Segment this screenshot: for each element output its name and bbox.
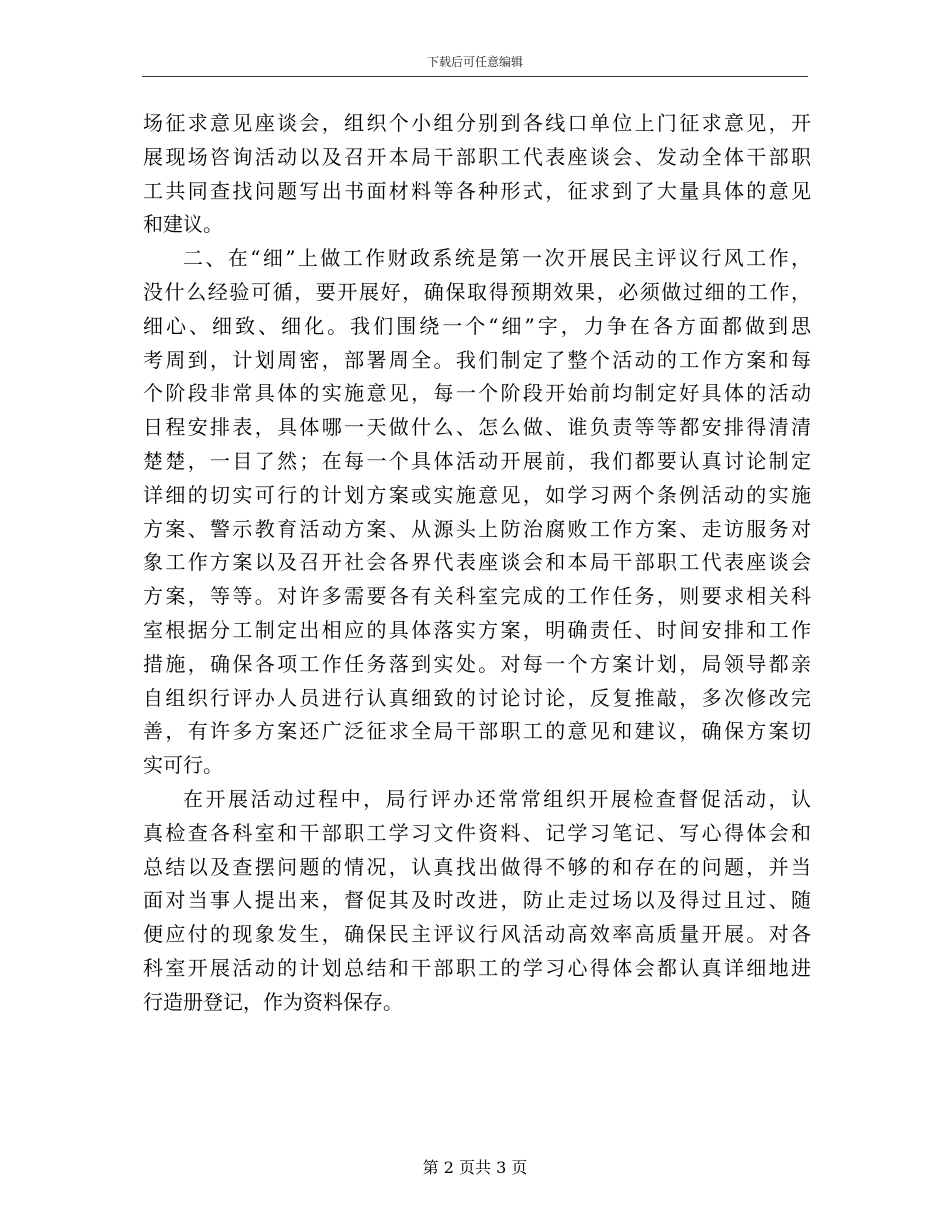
text-line: 自组织行评办人员进行认真细致的讨论讨论，反复推敲，多次修改完 <box>143 685 811 710</box>
text-line: 细心、细致、细化。我们围绕一个“细”字，力争在各方面都做到思 <box>143 313 811 338</box>
text-line: 科室开展活动的计划总结和干部职工的学习心得体会都认真详细地进 <box>143 955 811 980</box>
header-divider <box>142 76 808 77</box>
text-line: 场征求意见座谈会，组织个小组分别到各线口单位上门征求意见，开 <box>143 111 811 135</box>
text-line: 象工作方案以及召开社会各界代表座谈会和本局干部职工代表座谈会 <box>143 550 811 575</box>
text-line: 总结以及查摆问题的情况，认真找出做得不够的和存在的问题，并当 <box>143 854 811 879</box>
paragraph <box>143 107 811 242</box>
page-footer: 第 2 页共 3 页 <box>422 1158 528 1177</box>
text-line: 实可行。 <box>143 753 223 778</box>
text-line: 和建议。 <box>143 212 223 237</box>
text-line: 行造册登记，作为资料保存。 <box>143 989 403 1014</box>
text-line: 善，有许多方案还广泛征求全局干部职工的意见和建议，确保方案切 <box>143 719 811 744</box>
text-line: 室根据分工制定出相应的具体落实方案，明确责任、时间安排和工作 <box>143 617 811 642</box>
text-line: 个阶段非常具体的实施意见，每一个阶段开始前均制定好具体的活动 <box>143 381 811 406</box>
text-line: 考周到，计划周密，部署周全。我们制定了整个活动的工作方案和每 <box>143 347 811 372</box>
text-line: 二、在“细”上做工作财政系统是第一次开展民主评议行风工作， <box>183 246 811 271</box>
text-line: 楚楚，一目了然；在每一个具体活动开展前，我们都要认真讨论制定 <box>143 448 811 473</box>
text-line: 面对当事人提出来，督促其及时改进，防止走过场以及得过且过、随 <box>143 888 811 913</box>
text-line: 真检查各科室和干部职工学习文件资料、记学习笔记、写心得体会和 <box>143 820 811 845</box>
text-line: 在开展活动过程中，局行评办还常常组织开展检查督促活动，认 <box>183 786 811 811</box>
document-body <box>143 107 811 1020</box>
text-line: 展现场咨询活动以及召开本局干部职工代表座谈会、发动全体干部职 <box>143 144 811 169</box>
page-header: 下载后可任意编辑 <box>426 55 523 69</box>
text-line: 没什么经验可循，要开展好，确保取得预期效果，必须做过细的工作， <box>143 279 811 304</box>
text-line: 方案、警示教育活动方案、从源头上防治腐败工作方案、走访服务对 <box>143 516 811 541</box>
paragraph <box>143 783 811 1020</box>
text-line: 详细的切实可行的计划方案或实施意见，如学习两个条例活动的实施 <box>143 482 811 507</box>
text-line: 方案，等等。对许多需要各有关科室完成的工作任务，则要求相关科 <box>143 584 811 609</box>
text-line: 工共同查找问题写出书面材料等各种形式，征求到了大量具体的意见 <box>143 178 811 203</box>
text-line: 日程安排表，具体哪一天做什么、怎么做、谁负责等等都安排得清清 <box>143 415 811 440</box>
text-line: 便应付的现象发生，确保民主评议行风活动高效率高质量开展。对各 <box>143 922 811 947</box>
text-line: 措施，确保各项工作任务落到实处。对每一个方案计划，局领导都亲 <box>143 651 811 676</box>
paragraph <box>143 242 811 783</box>
